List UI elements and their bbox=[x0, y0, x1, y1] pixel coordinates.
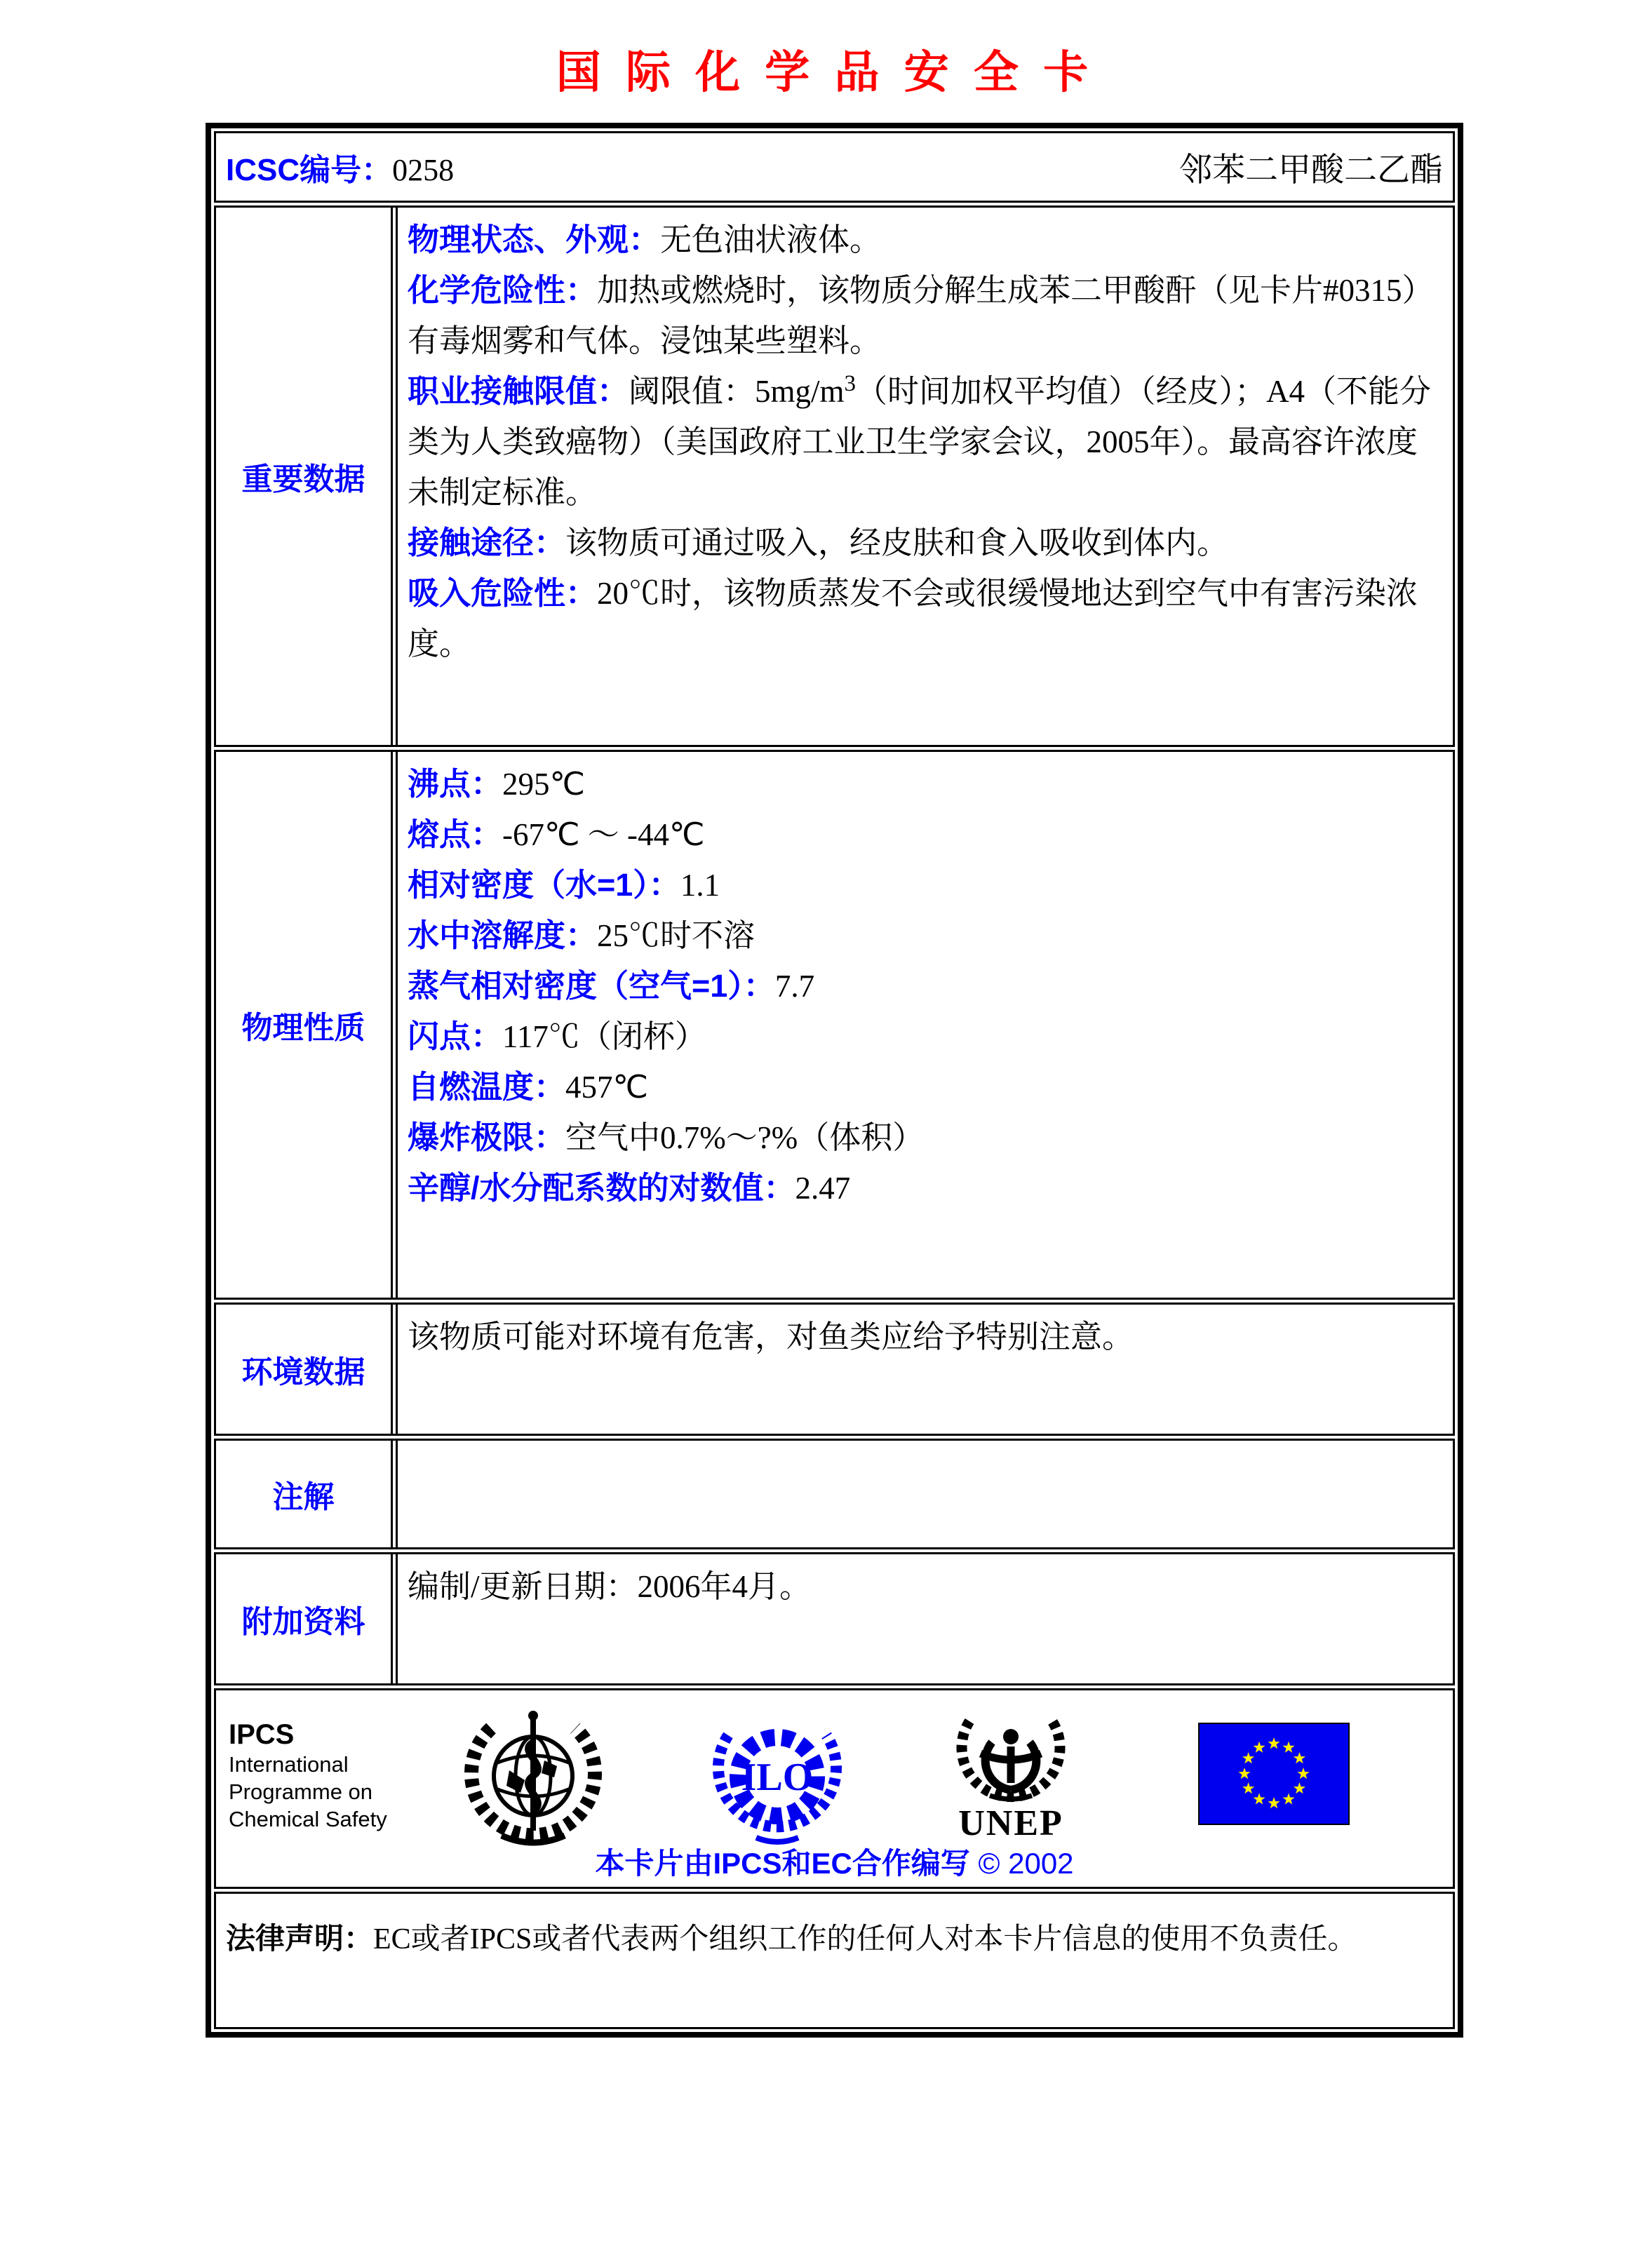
field-label: 自燃温度： bbox=[408, 1069, 566, 1105]
field-value: 2.47 bbox=[795, 1171, 851, 1206]
section-notes bbox=[214, 1439, 1455, 1549]
copyright-text: © 2002 bbox=[978, 1847, 1074, 1880]
section-content-notes bbox=[396, 1441, 1453, 1547]
unep-block bbox=[951, 1707, 1070, 1841]
field-label: 闪点： bbox=[408, 1018, 503, 1054]
legal-label: 法律声明： bbox=[226, 1922, 374, 1955]
svg-text:ILO: ILO bbox=[741, 1756, 814, 1799]
field-label: 化学危险性： bbox=[408, 272, 598, 308]
logos-row bbox=[214, 1688, 1455, 1889]
unep-label: UNEP bbox=[958, 1803, 1063, 1843]
field-value: 阈限值：5mg/m bbox=[629, 374, 845, 409]
ipcs-line-1: International bbox=[229, 1752, 349, 1777]
field-value: 20℃时，该物质蒸发不会或很缓慢地达到空气中有害污染浓度。 bbox=[408, 576, 1418, 661]
field-exposure-routes bbox=[408, 518, 1440, 568]
section-label-environmental-data: 环境数据 bbox=[216, 1305, 393, 1434]
field-octanol-water-partition bbox=[408, 1163, 1440, 1213]
section-content-environmental-data bbox=[396, 1305, 1453, 1434]
field-value: 7.7 bbox=[774, 969, 815, 1004]
field-label: 蒸气相对密度（空气=1）： bbox=[408, 968, 775, 1004]
environmental-text bbox=[408, 1312, 1440, 1362]
legal-row bbox=[214, 1892, 1455, 2029]
field-melting-point bbox=[408, 809, 1440, 860]
field-value: 无色油状液体。 bbox=[660, 222, 882, 257]
field-label: 吸入危险性： bbox=[408, 575, 598, 611]
field-inhalation-risk bbox=[408, 568, 1440, 669]
field-label: 辛醇/水分配系数的对数值： bbox=[408, 1170, 795, 1206]
ipcs-line-2: Programme on bbox=[229, 1779, 373, 1804]
section-label-notes: 注解 bbox=[216, 1441, 393, 1547]
section-label-additional-information: 附加资料 bbox=[216, 1554, 393, 1683]
superscript: 3 bbox=[844, 371, 857, 396]
cooperation-caption bbox=[216, 1840, 1453, 1883]
page-title: 国际化学品安全卡 bbox=[556, 47, 1113, 97]
section-physical-properties bbox=[214, 750, 1455, 1300]
who-logo-icon bbox=[463, 1706, 603, 1853]
field-label: 相对密度（水=1）： bbox=[408, 867, 680, 903]
section-label-important-data: 重要数据 bbox=[216, 208, 393, 745]
field-value: 该物质可能对环境有危害，对鱼类应给予特别注意。 bbox=[408, 1319, 1134, 1354]
field-label: 水中溶解度： bbox=[408, 917, 598, 953]
field-label: 物理状态、外观： bbox=[408, 222, 661, 257]
eu-flag-icon bbox=[1198, 1723, 1350, 1825]
field-value: 加热或燃烧时，该物质分解生成苯二甲酸酐（见卡片#0315）有毒烟雾和气体。浸蚀某些塑料。 bbox=[408, 273, 1434, 358]
field-water-solubility bbox=[408, 910, 1440, 961]
field-value: （时间加权平均值）（经皮）；A4（不能分类为人类致癌物）（美国政府工业卫生学家会议，2005年）。最高容许浓度未制定标准。 bbox=[408, 374, 1432, 510]
icsc-table bbox=[206, 123, 1463, 2038]
field-value: 1.1 bbox=[680, 868, 720, 903]
ilo-logo-icon bbox=[707, 1717, 847, 1850]
field-autoignition-temperature bbox=[408, 1062, 1440, 1112]
field-physical-state bbox=[408, 215, 1440, 265]
icsc-number-label: ICSC编号： bbox=[226, 153, 393, 187]
icsc-number-field bbox=[226, 144, 454, 189]
unep-logo-icon bbox=[951, 1707, 1070, 1805]
field-chemical-danger bbox=[408, 265, 1440, 366]
legal-text: EC或者IPCS或者代表两个组织工作的任何人对本卡片信息的使用不负责任。 bbox=[373, 1923, 1357, 1956]
caption-text: 本卡片由IPCS和EC合作编写 bbox=[595, 1847, 970, 1880]
field-value: 295℃ bbox=[502, 767, 586, 802]
section-additional-information bbox=[214, 1552, 1455, 1685]
field-value: 117℃（闭杯） bbox=[502, 1019, 706, 1054]
field-label: 沸点： bbox=[408, 766, 503, 802]
field-occupational-exposure-limit bbox=[408, 366, 1440, 518]
field-label: 熔点： bbox=[408, 816, 503, 852]
section-content-additional-information bbox=[396, 1554, 1453, 1683]
ipcs-line-3: Chemical Safety bbox=[229, 1807, 387, 1831]
field-value: 编制/更新日期：2006年4月。 bbox=[408, 1569, 812, 1604]
section-label-physical-properties: 物理性质 bbox=[216, 752, 393, 1298]
icsc-number-value: 0258 bbox=[392, 153, 455, 187]
field-flash-point bbox=[408, 1011, 1440, 1062]
field-value: 空气中0.7%～?%（体积） bbox=[565, 1120, 925, 1155]
field-label: 爆炸极限： bbox=[408, 1119, 566, 1155]
ipcs-block bbox=[229, 1718, 387, 1833]
ipcs-title: IPCS bbox=[229, 1719, 295, 1750]
header-row bbox=[214, 131, 1455, 203]
field-boiling-point bbox=[408, 759, 1440, 809]
field-value: 25℃时不溶 bbox=[597, 918, 756, 953]
section-content-physical-properties bbox=[396, 752, 1453, 1298]
section-content-important-data bbox=[396, 208, 1453, 745]
field-relative-density bbox=[408, 860, 1440, 910]
field-value: 457℃ bbox=[565, 1070, 649, 1105]
field-value: 该物质可通过吸入，经皮肤和食入吸收到体内。 bbox=[565, 525, 1229, 560]
section-environmental-data bbox=[214, 1303, 1455, 1436]
section-important-data bbox=[214, 206, 1455, 747]
field-label: 职业接触限值： bbox=[408, 373, 629, 409]
chemical-name: 邻苯二甲酸二乙酯 bbox=[1179, 152, 1443, 189]
update-date-text bbox=[408, 1561, 1440, 1612]
field-value: -67℃ ～ -44℃ bbox=[502, 817, 705, 852]
field-vapor-density bbox=[408, 961, 1440, 1011]
field-explosive-limits bbox=[408, 1112, 1440, 1163]
field-label: 接触途径： bbox=[408, 525, 566, 560]
